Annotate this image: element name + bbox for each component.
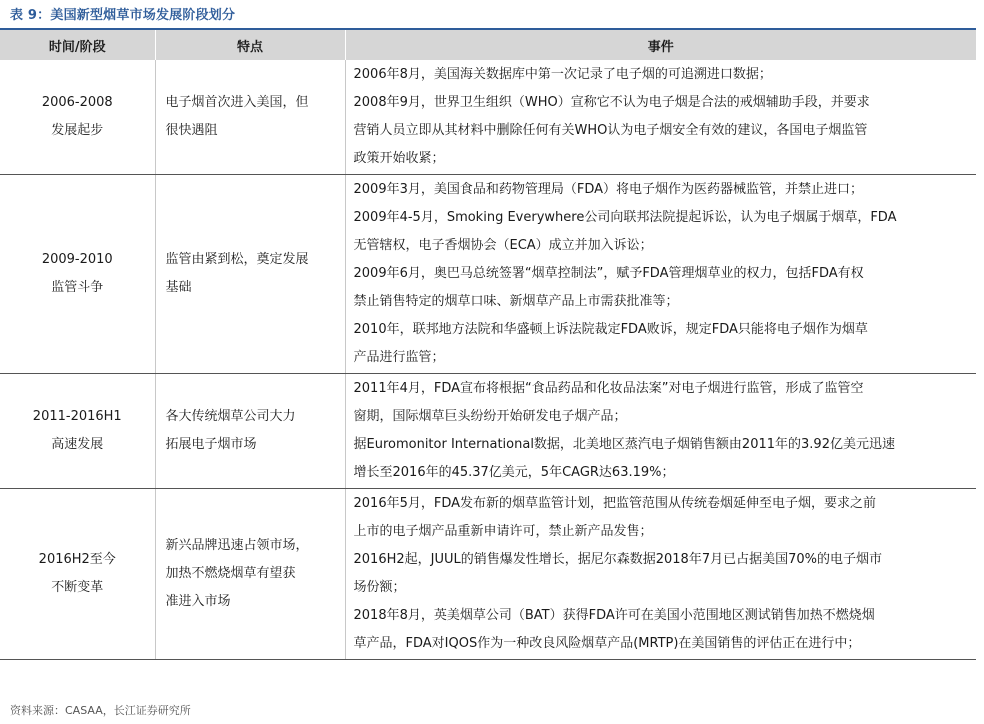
feature-text: 电子烟首次进入美国，但 (165, 95, 309, 110)
event-text: 2018年8月，英美烟草公司（BAT）获得FDA许可在美国小范围地区测试销售加热不燃烧烟 (353, 608, 875, 623)
event-text: 2016年5月，FDA发布新的烟草监管计划，把监管范围从传统卷烟延伸至电子烟，要求之前 (353, 496, 877, 511)
event-text: 营销人员立即从其材料中删除任何有关WHO认为电子烟安全有效的建议，各国电子烟监管 (353, 123, 868, 138)
feature-text: 拓展电子烟市场 (165, 437, 257, 452)
feature-text: 新兴品牌迅速占领市场， (165, 538, 309, 553)
event-item (354, 546, 973, 602)
event-text: 无管辖权，电子香烟协会（ECA）成立并加入诉讼； (353, 238, 653, 253)
feature-text: 基础 (165, 280, 192, 295)
event-text: 2008年9月，世界卫生组织（WHO）宣称它不认为电子烟是合法的戒烟辅助手段，并要求 (353, 95, 870, 110)
period-cell (0, 175, 155, 374)
event-text: 2009年4-5月，Smoking Everywhere公司向联邦法院提起诉讼，认为电子烟属于烟草，FDA (353, 210, 897, 225)
feature-text: 准进入市场 (165, 594, 231, 609)
event-item (354, 260, 973, 316)
feature-text: 各大传统烟草公司大力 (165, 409, 296, 424)
period-cell (0, 489, 155, 660)
period-text: 监管斗争 (51, 280, 104, 295)
event-text: 据Euromonitor International数据，北美地区蒸汽电子烟销售额由2011年的3.92亿美元迅速 (353, 437, 895, 452)
event-text: 上市的电子烟产品重新申请许可，禁止新产品发售； (353, 524, 653, 539)
event-text: 政策开始收紧； (353, 151, 445, 166)
event-text: 增长至2016年的45.37亿美元，5年CAGR达63.19%； (353, 465, 675, 480)
event-item (354, 204, 973, 260)
table-row (0, 489, 976, 660)
period-text: 2009-2010 (41, 252, 113, 267)
table-title: 表 9：美国新型烟草市场发展阶段划分 (10, 8, 236, 23)
event-text: 场份额； (353, 580, 406, 595)
event-text: 草产品，FDA对IQOS作为一种改良风险烟草产品(MRTP)在美国销售的评估正在进行中； (353, 636, 861, 651)
event-text: 窗期，国际烟草巨头纷纷开始研发电子烟产品； (353, 409, 627, 424)
event-item (354, 602, 973, 658)
feature-cell (155, 175, 345, 374)
event-text: 2011年4月，FDA宣布将根据“食品药品和化妆品法案”对电子烟进行监管，形成了监管空 (353, 381, 864, 396)
event-text: 2009年3月，美国食品和药物管理局（FDA）将电子烟作为医药器械监管，并禁止进口； (353, 182, 864, 197)
period-cell (0, 60, 155, 175)
source-note: 资料来源：CASAA，长江证券研究所 (10, 704, 191, 717)
event-item (354, 490, 973, 546)
header-events: 事件 (345, 30, 976, 60)
table-body (0, 60, 976, 660)
event-item (354, 61, 973, 89)
table-row (0, 175, 976, 374)
header-period: 时间/阶段 (0, 30, 155, 60)
period-text: 2006-2008 (41, 95, 113, 110)
header-feature: 特点 (155, 30, 345, 60)
event-item (354, 176, 973, 204)
feature-cell (155, 489, 345, 660)
period-text: 高速发展 (51, 437, 104, 452)
period-text: 2016H2至今 (38, 552, 116, 567)
feature-text: 很快遇阻 (165, 123, 218, 138)
events-cell (345, 60, 976, 175)
event-item (354, 89, 973, 173)
event-text: 2009年6月，奥巴马总统签署“烟草控制法”，赋予FDA管理烟草业的权力，包括FDA有权 (353, 266, 864, 281)
events-cell (345, 374, 976, 489)
event-item (354, 431, 973, 487)
period-text: 不断变革 (51, 580, 104, 595)
feature-cell (155, 374, 345, 489)
event-text: 产品进行监管； (353, 350, 445, 365)
period-text: 2011-2016H1 (32, 409, 122, 424)
table-row (0, 374, 976, 489)
events-cell (345, 175, 976, 374)
period-text: 发展起步 (51, 123, 104, 138)
event-text: 2010年，联邦地方法院和华盛顿上诉法院裁定FDA败诉，规定FDA只能将电子烟作为烟草 (353, 322, 868, 337)
feature-text: 监管由紧到松，奠定发展 (165, 252, 309, 267)
period-cell (0, 374, 155, 489)
table-row (0, 60, 976, 175)
market-stage-table (0, 30, 976, 660)
feature-text: 加热不燃烧烟草有望获 (165, 566, 296, 581)
event-item (354, 375, 973, 431)
event-text: 禁止销售特定的烟草口味、新烟草产品上市需获批准等； (353, 294, 679, 309)
table-header-row (0, 30, 976, 60)
event-text: 2006年8月，美国海关数据库中第一次记录了电子烟的可追溯进口数据； (353, 67, 772, 82)
event-item (354, 316, 973, 372)
events-cell (345, 489, 976, 660)
feature-cell (155, 60, 345, 175)
event-text: 2016H2起，JUUL的销售爆发性增长，据尼尔森数据2018年7月已占据美国70%的电子烟市 (353, 552, 882, 567)
